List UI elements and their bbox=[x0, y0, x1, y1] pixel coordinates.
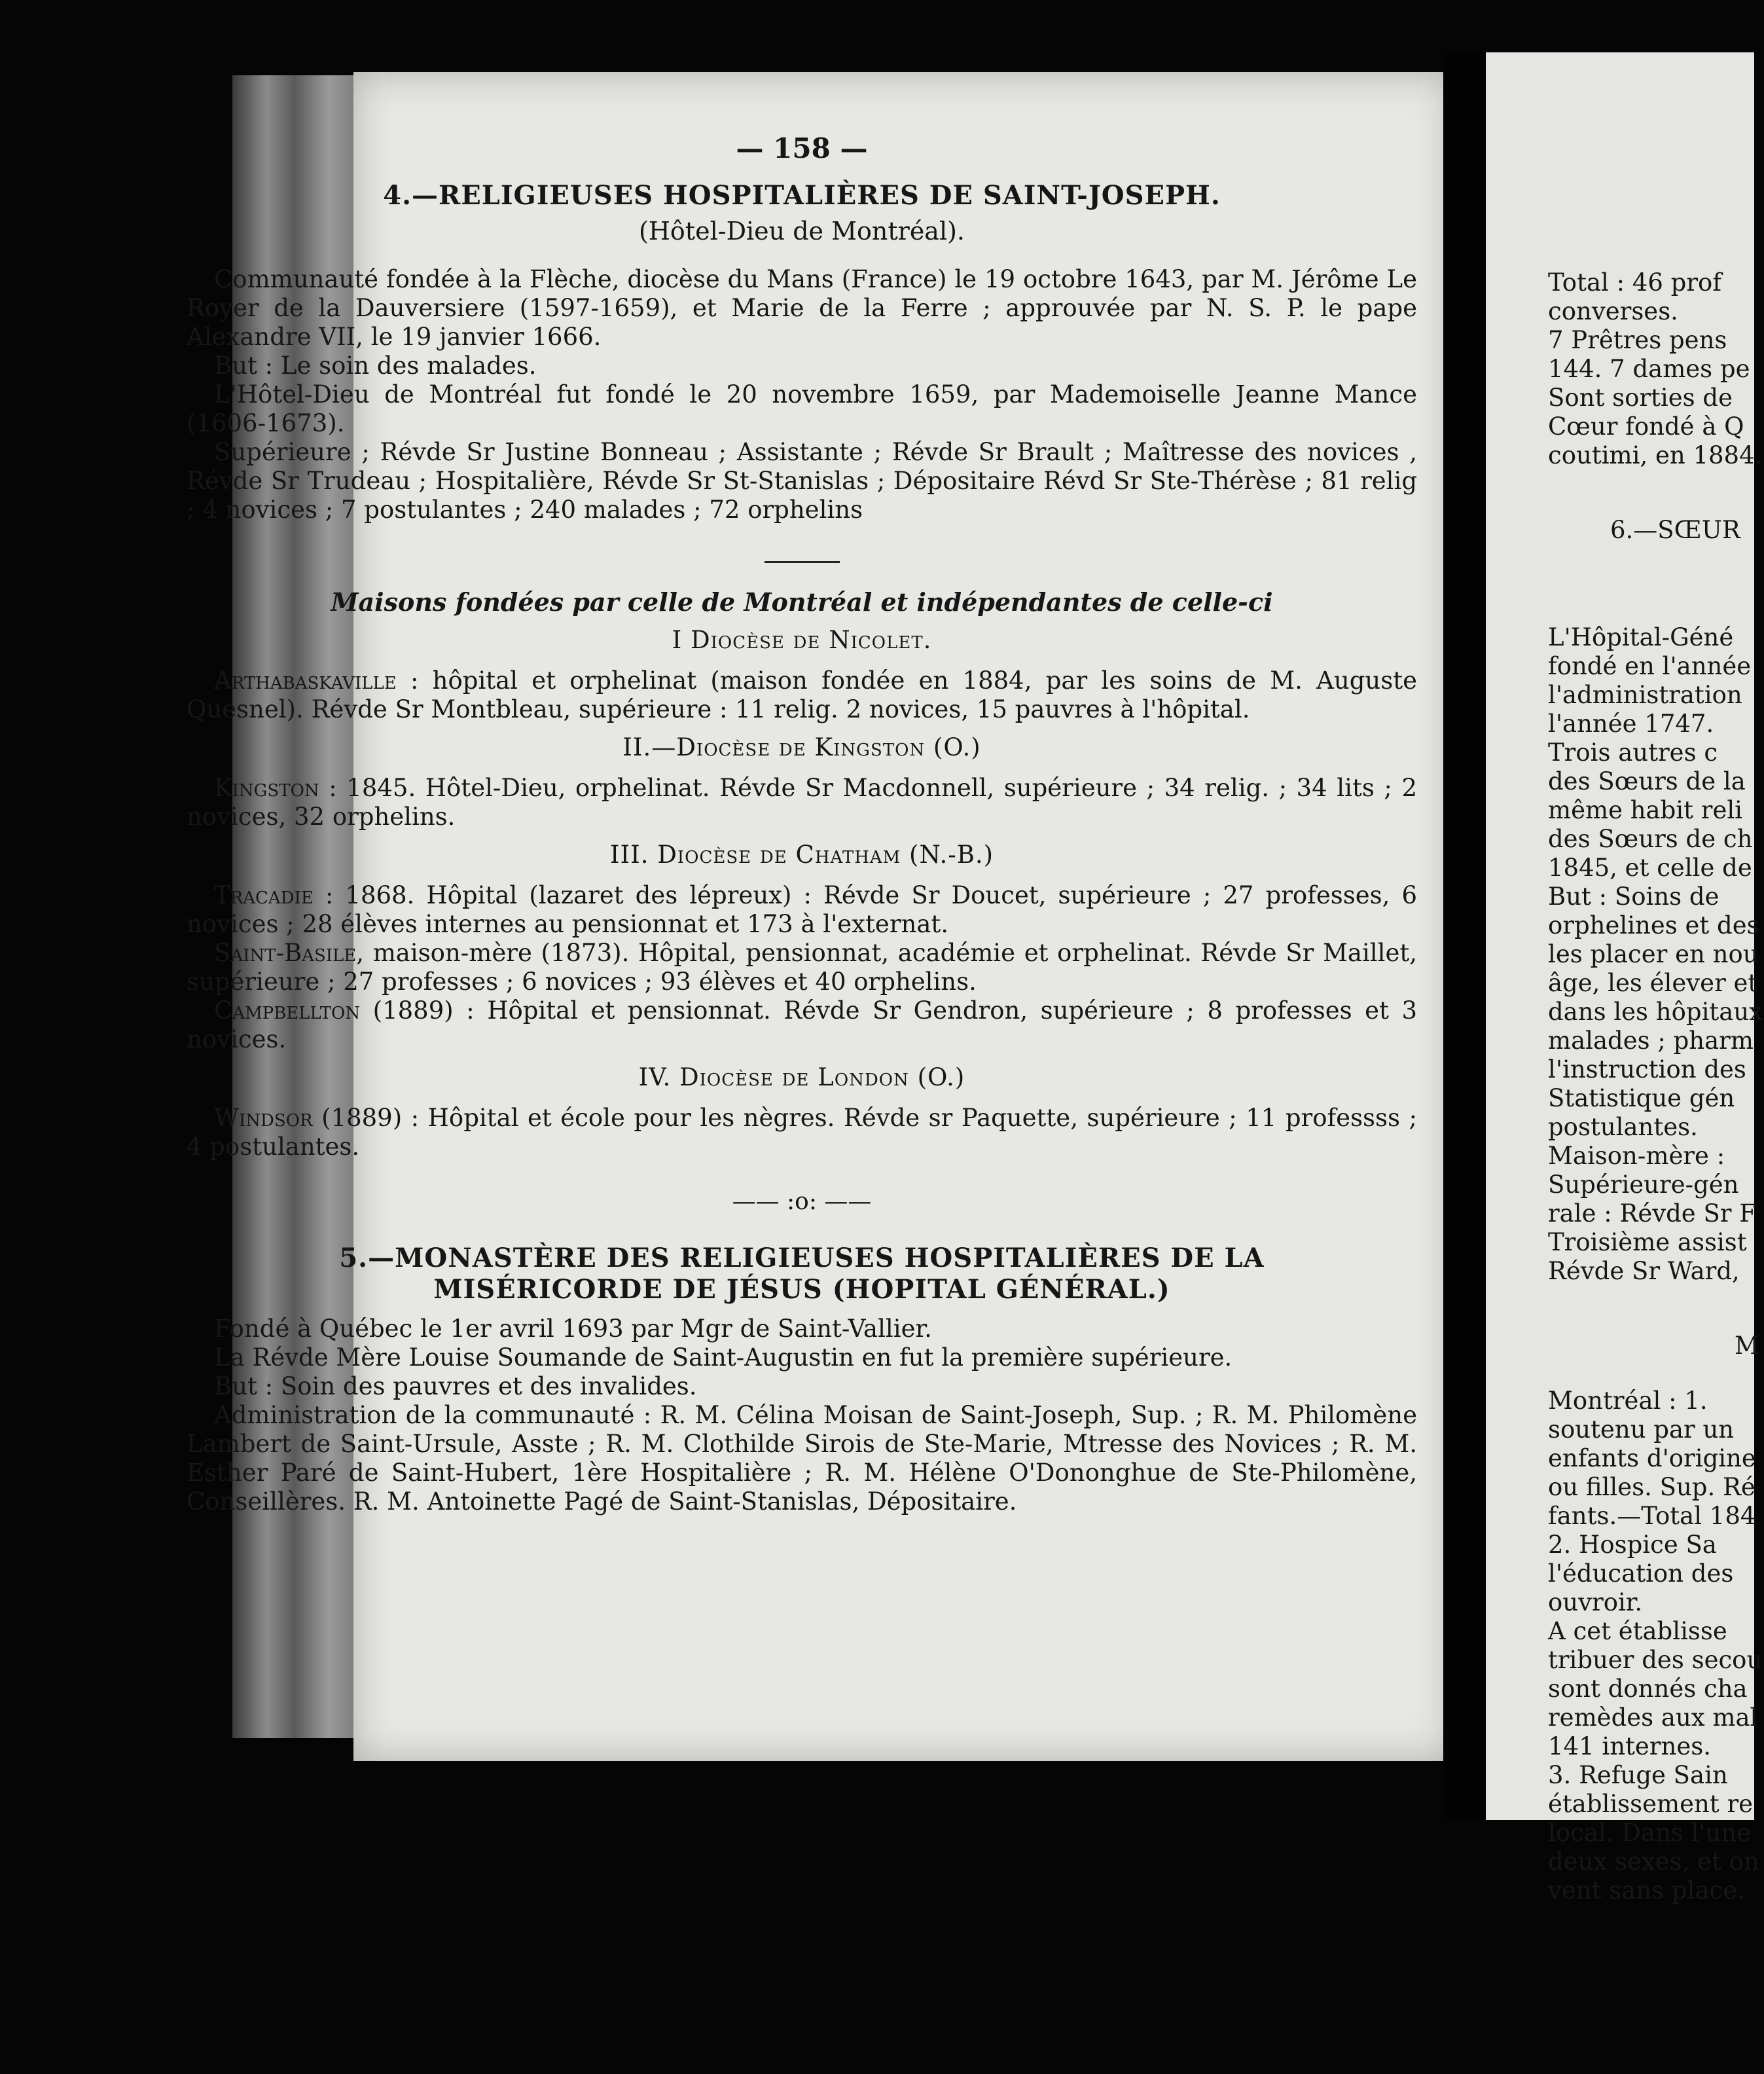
diocese-heading: I Diocèse de Nicolet. bbox=[672, 626, 932, 654]
entry-name: Windsor bbox=[214, 1104, 313, 1132]
section-5-title-line2: MISÉRICORDE DE JÉSUS (HOPITAL GÉNÉRAL.) bbox=[433, 1274, 1170, 1305]
entry-text: (1889) : Hôpital et pensionnat. Révde Sr Gendron, supérieure ; 8 professes et 3 novices. bbox=[187, 996, 1417, 1053]
right-page-line: L'Hôpital-Géné bbox=[1548, 623, 1734, 651]
right-page-line: Cœur fondé à Q bbox=[1548, 412, 1744, 441]
right-page-line: postulantes. bbox=[1548, 1113, 1698, 1141]
section-4-subtitle: (Hôtel-Dieu de Montréal). bbox=[638, 217, 965, 246]
entry-name: Arthabaskaville bbox=[214, 666, 397, 695]
right-page-line: local. Dans l'une bbox=[1548, 1819, 1752, 1847]
right-page-line: soutenu par un bbox=[1548, 1415, 1735, 1444]
entry-campbellton bbox=[187, 996, 1417, 1054]
left-page-content bbox=[187, 134, 1417, 1516]
entry-text: (1889) : Hôpital et école pour les nègres. Révde sr Paquette, supérieure ; 11 professss ; 4 postulantes. bbox=[187, 1104, 1417, 1161]
entry-tracadie bbox=[187, 881, 1417, 939]
diocese-heading: II.—Diocèse de Kingston (O.) bbox=[622, 733, 981, 761]
entry-text: : 1868. Hôpital (lazaret des lépreux) : Révde Sr Doucet, supérieure ; 27 professes, 6 novices ; 28 élèves internes au pensionnat et 173 à l'externat. bbox=[187, 881, 1417, 938]
maisons-heading: Maisons fondées par celle de Montréal et indépendantes de celle-ci bbox=[331, 587, 1273, 617]
right-page-line: Statistique gén bbox=[1548, 1084, 1735, 1112]
entry-saint-basile bbox=[187, 939, 1417, 996]
section-4-paragraph: Supérieure ; Révde Sr Justine Bonneau ; Assistante ; Révde Sr Brault ; Maîtresse des novices , Révde Sr Trudeau ; Hospitalière, Révde Sr St-Stanislas ; Dépositaire Révd Sr Ste-Thérèse ; 81 relig ; 4 novices ; 7 postulantes ; 240 malades ; 72 orphelins bbox=[187, 438, 1417, 524]
right-lines-b bbox=[1548, 623, 1764, 1286]
right-page-line: vent sans place. bbox=[1548, 1876, 1745, 1904]
right-page-line: converses. bbox=[1548, 297, 1678, 325]
right-page-line: l'éducation des bbox=[1548, 1559, 1734, 1588]
right-page-line: Trois autres c bbox=[1548, 738, 1718, 767]
right-page-line: remèdes aux mal bbox=[1548, 1703, 1758, 1732]
entry-name: Kingston bbox=[214, 774, 319, 802]
right-page-line: malades ; pharm bbox=[1548, 1027, 1754, 1055]
section-separator: —— :o: —— bbox=[732, 1188, 872, 1215]
right-page-line: rale : Révde Sr F bbox=[1548, 1199, 1756, 1228]
entry-name: Campbellton bbox=[214, 996, 361, 1025]
right-page-line: l'année 1747. bbox=[1548, 710, 1714, 738]
section-4-title: 4.—RELIGIEUSES HOSPITALIÈRES DE SAINT-JOSEPH. bbox=[383, 180, 1221, 211]
right-page-line: établissement re bbox=[1548, 1790, 1754, 1818]
right-page-line: les placer en nou bbox=[1548, 940, 1759, 968]
right-page-line: âge, les élever et bbox=[1548, 969, 1758, 997]
section-4-paragraph: But : Le soin des malades. bbox=[214, 352, 537, 380]
section-5-title-line1: 5.—MONASTÈRE DES RELIGIEUSES HOSPITALIÈRES DE LA bbox=[339, 1243, 1265, 1273]
right-page-line: ouvroir. bbox=[1548, 1588, 1643, 1616]
right-page-line: dans les hôpitaux bbox=[1548, 998, 1763, 1026]
right-page-line: 141 internes. bbox=[1548, 1732, 1711, 1760]
entry-text: : hôpital et orphelinat (maison fondée en 1884, par les soins de M. Auguste Quesnel). Révde Sr Montbleau, supérieure : 11 relig. 2 novices, 15 pauvres à l'hôpital. bbox=[187, 666, 1417, 723]
right-page-line: des Sœurs de ch bbox=[1548, 825, 1753, 853]
entry-name: Saint-Basile bbox=[214, 939, 357, 967]
right-page-line: des Sœurs de la bbox=[1548, 767, 1746, 795]
right-page-line: 3. Refuge Sain bbox=[1548, 1761, 1728, 1789]
right-page-fragment bbox=[1486, 52, 1763, 1904]
right-page-line: l'instruction des bbox=[1548, 1055, 1746, 1083]
right-page-line: 144. 7 dames pe bbox=[1548, 355, 1750, 383]
entry-arthabaskaville bbox=[187, 666, 1417, 724]
right-heading-2: M bbox=[1735, 1332, 1759, 1360]
right-page-line: Maison-mère : bbox=[1548, 1142, 1725, 1170]
section-4-paragraph: Communauté fondée à la Flèche, diocèse du Mans (France) le 19 octobre 1643, par M. Jérôme Le Royer de la Dauversiere (1597-1659), et Marie de la Ferre ; approuvée par N. S. P. le pape Alexandre VII, le 19 janvier 1666. bbox=[187, 265, 1417, 351]
section-5-paragraph: La Révde Mère Louise Soumande de Saint-Augustin en fut la première supérieure. bbox=[214, 1343, 1233, 1372]
right-page-line: Révde Sr Ward, bbox=[1548, 1257, 1740, 1285]
right-page-line: fondé en l'année bbox=[1548, 652, 1752, 680]
entry-text: , maison-mère (1873). Hôpital, pensionnat, académie et orphelinat. Révde Sr Maillet, supérieure ; 27 professes ; 6 novices ; 93 élèves et 40 orphelins. bbox=[187, 939, 1417, 996]
right-page-line: 7 Prêtres pens bbox=[1548, 326, 1727, 354]
right-page-line: enfants d'origine bbox=[1548, 1444, 1756, 1472]
section-4-paragraph: L'Hôtel-Dieu de Montréal fut fondé le 20 novembre 1659, par Mademoiselle Jeanne Mance (1606-1673). bbox=[187, 380, 1417, 437]
section-5-paragraph: Fondé à Québec le 1er avril 1693 par Mgr de Saint-Vallier. bbox=[214, 1315, 932, 1343]
right-page-line: coutimi, en 1884. bbox=[1548, 441, 1763, 469]
right-page-line: 1845, et celle de bbox=[1548, 854, 1752, 882]
book-gutter bbox=[1443, 52, 1486, 1820]
diocese-heading: III. Diocèse de Chatham (N.-B.) bbox=[609, 841, 994, 869]
right-page-line: Sont sorties de bbox=[1548, 384, 1733, 412]
right-page-line: Montréal : 1. bbox=[1548, 1387, 1708, 1415]
right-page-line: fants.—Total 184 bbox=[1548, 1502, 1756, 1530]
right-page-line: But : Soins de bbox=[1548, 882, 1719, 911]
right-page-line: Supérieure-gén bbox=[1548, 1171, 1739, 1199]
section-5-paragraph: Administration de la communauté : R. M. Célina Moisan de Saint-Joseph, Sup. ; R. M. Philomène Lambert de Saint-Ursule, Asste ; R. M. Clothilde Sirois de Ste-Marie, Mtresse des Novices ; R. M. Esther Paré de Saint-Hubert, 1ère Hospitalière ; R. M. Hélène O'Dononghue de Ste-Philomène, Conseillères. R. M. Antoinette Pagé de Saint-Stanislas, Dépositaire. bbox=[187, 1401, 1417, 1516]
right-page-line: même habit reli bbox=[1548, 796, 1743, 824]
diocese-heading: IV. Diocèse de London (O.) bbox=[638, 1063, 965, 1091]
entry-kingston bbox=[187, 774, 1417, 831]
entry-name: Tracadie bbox=[214, 881, 314, 909]
entry-text: : 1845. Hôtel-Dieu, orphelinat. Révde Sr Macdonnell, supérieure ; 34 relig. ; 34 lits ; 2 novices, 32 orphelins. bbox=[187, 774, 1417, 831]
right-page-line: sont donnés cha bbox=[1548, 1675, 1748, 1703]
right-page-content bbox=[1548, 268, 1764, 1905]
right-page-line: Total : 46 prof bbox=[1548, 268, 1722, 297]
right-lines-a bbox=[1548, 268, 1764, 470]
section-5-paragraph: But : Soin des pauvres et des invalides. bbox=[214, 1372, 697, 1400]
right-lines-c bbox=[1548, 1387, 1764, 1905]
right-page-line: A cet établisse bbox=[1548, 1617, 1727, 1645]
right-page-line: ou filles. Sup. Ré bbox=[1548, 1473, 1755, 1501]
entry-windsor bbox=[187, 1104, 1417, 1161]
right-page-line: 2. Hospice Sa bbox=[1548, 1531, 1717, 1559]
right-page-line: l'administration bbox=[1548, 681, 1742, 709]
right-page-line: deux sexes, et on bbox=[1548, 1847, 1759, 1876]
right-page-line: orphelines et des bbox=[1548, 911, 1759, 939]
page-number: — 158 — bbox=[736, 132, 868, 164]
right-page-line: Troisième assist bbox=[1548, 1228, 1747, 1256]
divider-rule bbox=[765, 561, 840, 563]
right-page-line: tribuer des secou bbox=[1548, 1646, 1763, 1674]
right-heading: 6.—SŒUR bbox=[1610, 516, 1740, 544]
